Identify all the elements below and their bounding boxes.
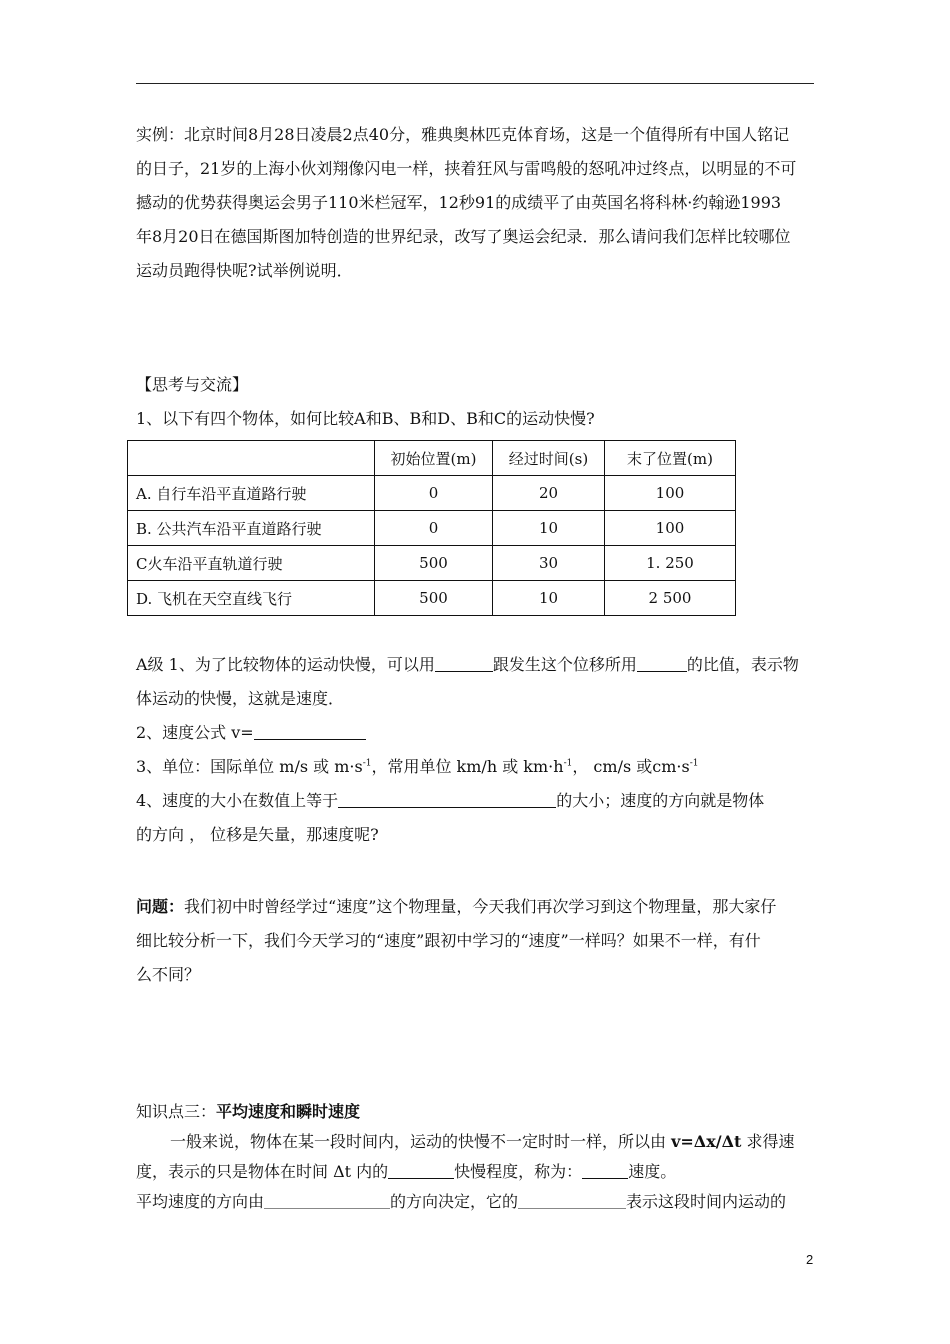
problem-text: 我们初中时曾经学过“速度”这个物理量，今天我们再次学习到这个物理量，那大家仔 <box>184 897 777 916</box>
units-text-a: 3、单位：国际单位 m/s 或 m·s <box>136 757 363 776</box>
problem-section <box>136 890 816 992</box>
table-header-cell: 初始位置(m) <box>375 441 493 476</box>
problem-line: 么不同？ <box>136 965 201 984</box>
knowledge-text: 表示这段时间内运动的 <box>626 1192 787 1211</box>
question-2-line <box>136 716 816 750</box>
header-rule <box>136 83 814 84</box>
question-4-text-b: 的大小；速度的方向就是物体 <box>556 791 765 810</box>
fill-blank[interactable] <box>264 1192 390 1209</box>
think-section <box>136 368 816 436</box>
end-position-cell: 100 <box>605 476 736 511</box>
fill-blank[interactable] <box>518 1192 626 1209</box>
knowledge-text: 速度。 <box>628 1162 677 1181</box>
question-1-line <box>136 648 816 682</box>
problem-line: 细比较分析一下，我们今天学习的“速度”跟初中学习的“速度”一样吗？如果不一样，有什 <box>136 931 761 950</box>
problem-line <box>136 890 816 924</box>
think-question: 1、以下有四个物体，如何比较A和B、B和D、B和C的运动快慢? <box>136 409 595 428</box>
table-row <box>128 546 736 581</box>
question-1-line: 体运动的快慢，这就是速度． <box>136 689 345 708</box>
table-row <box>128 511 736 546</box>
motion-table <box>127 440 736 616</box>
question-3-line <box>136 750 816 784</box>
example-line: 的日子，21岁的上海小伙刘翔像闪电一样，挟着狂风与雷鸣般的怒吼冲过终点，以明显的不可 <box>136 159 797 178</box>
knowledge-text: 求得速 <box>741 1132 795 1151</box>
page-number: 2 <box>806 1252 814 1267</box>
fill-blank[interactable] <box>338 791 556 808</box>
table-header-cell <box>128 441 375 476</box>
elapsed-time-cell: 10 <box>493 581 605 616</box>
knowledge-line <box>136 1187 816 1217</box>
units-exponent: -1 <box>362 758 372 769</box>
table-header-row <box>128 441 736 476</box>
object-name-cell: B. 公共汽车沿平直道路行驶 <box>128 511 375 546</box>
question-1-text-c: 的比值，表示物 <box>686 655 799 674</box>
example-line: 实例：北京时间8月28日凌晨2点40分，雅典奥林匹克体育场，这是一个值得所有中国人铭记 <box>136 125 790 144</box>
knowledge-line <box>136 1157 816 1187</box>
fill-blank[interactable] <box>254 723 366 740</box>
table-row <box>128 581 736 616</box>
units-text-b: ，常用单位 km/h 或 km·h <box>371 757 564 776</box>
start-position-cell: 500 <box>375 546 493 581</box>
table-header-cell: 经过时间(s) <box>493 441 605 476</box>
units-text-c: ， cm/s 或cm·s <box>572 757 690 776</box>
knowledge-title: 平均速度和瞬时速度 <box>216 1102 361 1121</box>
knowledge-text: 度，表示的只是物体在时间 Δt 内的 <box>136 1162 389 1181</box>
knowledge-heading <box>136 1097 816 1127</box>
object-name-cell: D. 飞机在天空直线飞行 <box>128 581 375 616</box>
table-row <box>128 476 736 511</box>
fill-blank[interactable] <box>582 1162 628 1179</box>
example-line: 撼动的优势获得奥运会男子110米栏冠军，12秒91的成绩平了由英国名将科林·约翰逊1993 <box>136 193 782 212</box>
knowledge-text: 的方向决定，它的 <box>390 1192 519 1211</box>
elapsed-time-cell: 10 <box>493 511 605 546</box>
question-1-text-b: 跟发生这个位移所用 <box>492 655 637 674</box>
units-exponent: -1 <box>563 758 573 769</box>
fill-blank[interactable] <box>637 655 687 672</box>
example-line: 年8月20日在德国斯图加特创造的世界纪录，改写了奥运会纪录．那么请问我们怎样比较哪位 <box>136 227 791 246</box>
problem-label: 问题： <box>136 897 185 916</box>
question-1-text-a: A级 1、为了比较物体的运动快慢，可以用 <box>136 655 435 674</box>
knowledge-section <box>136 1097 816 1217</box>
knowledge-text: 平均速度的方向由 <box>136 1192 265 1211</box>
level-a-section <box>136 648 816 852</box>
elapsed-time-cell: 30 <box>493 546 605 581</box>
start-position-cell: 500 <box>375 581 493 616</box>
knowledge-line <box>136 1127 816 1157</box>
knowledge-text: 一般来说，物体在某一段时间内，运动的快慢不一定时时一样，所以由 <box>170 1132 672 1151</box>
units-exponent: -1 <box>689 758 699 769</box>
question-2-text: 2、速度公式 v= <box>136 723 254 742</box>
elapsed-time-cell: 20 <box>493 476 605 511</box>
think-heading: 【思考与交流】 <box>136 375 249 394</box>
example-line: 运动员跑得快呢?试举例说明． <box>136 261 353 280</box>
average-velocity-formula: v=Δx/Δt <box>671 1132 742 1151</box>
example-paragraph <box>136 118 816 288</box>
question-4-line: 的方向 ， 位移是矢量，那速度呢? <box>136 825 379 844</box>
knowledge-label: 知识点三： <box>136 1102 217 1121</box>
table-header-cell: 末了位置(m) <box>605 441 736 476</box>
question-4-text-a: 4、速度的大小在数值上等于 <box>136 791 339 810</box>
end-position-cell: 100 <box>605 511 736 546</box>
object-name-cell: C火车沿平直轨道行驶 <box>128 546 375 581</box>
end-position-cell: 2 500 <box>605 581 736 616</box>
question-4-line <box>136 784 816 818</box>
object-name-cell: A. 自行车沿平直道路行驶 <box>128 476 375 511</box>
end-position-cell: 1. 250 <box>605 546 736 581</box>
fill-blank[interactable] <box>435 655 493 672</box>
knowledge-text: 快慢程度，称为： <box>454 1162 583 1181</box>
start-position-cell: 0 <box>375 511 493 546</box>
fill-blank[interactable] <box>388 1162 454 1179</box>
start-position-cell: 0 <box>375 476 493 511</box>
